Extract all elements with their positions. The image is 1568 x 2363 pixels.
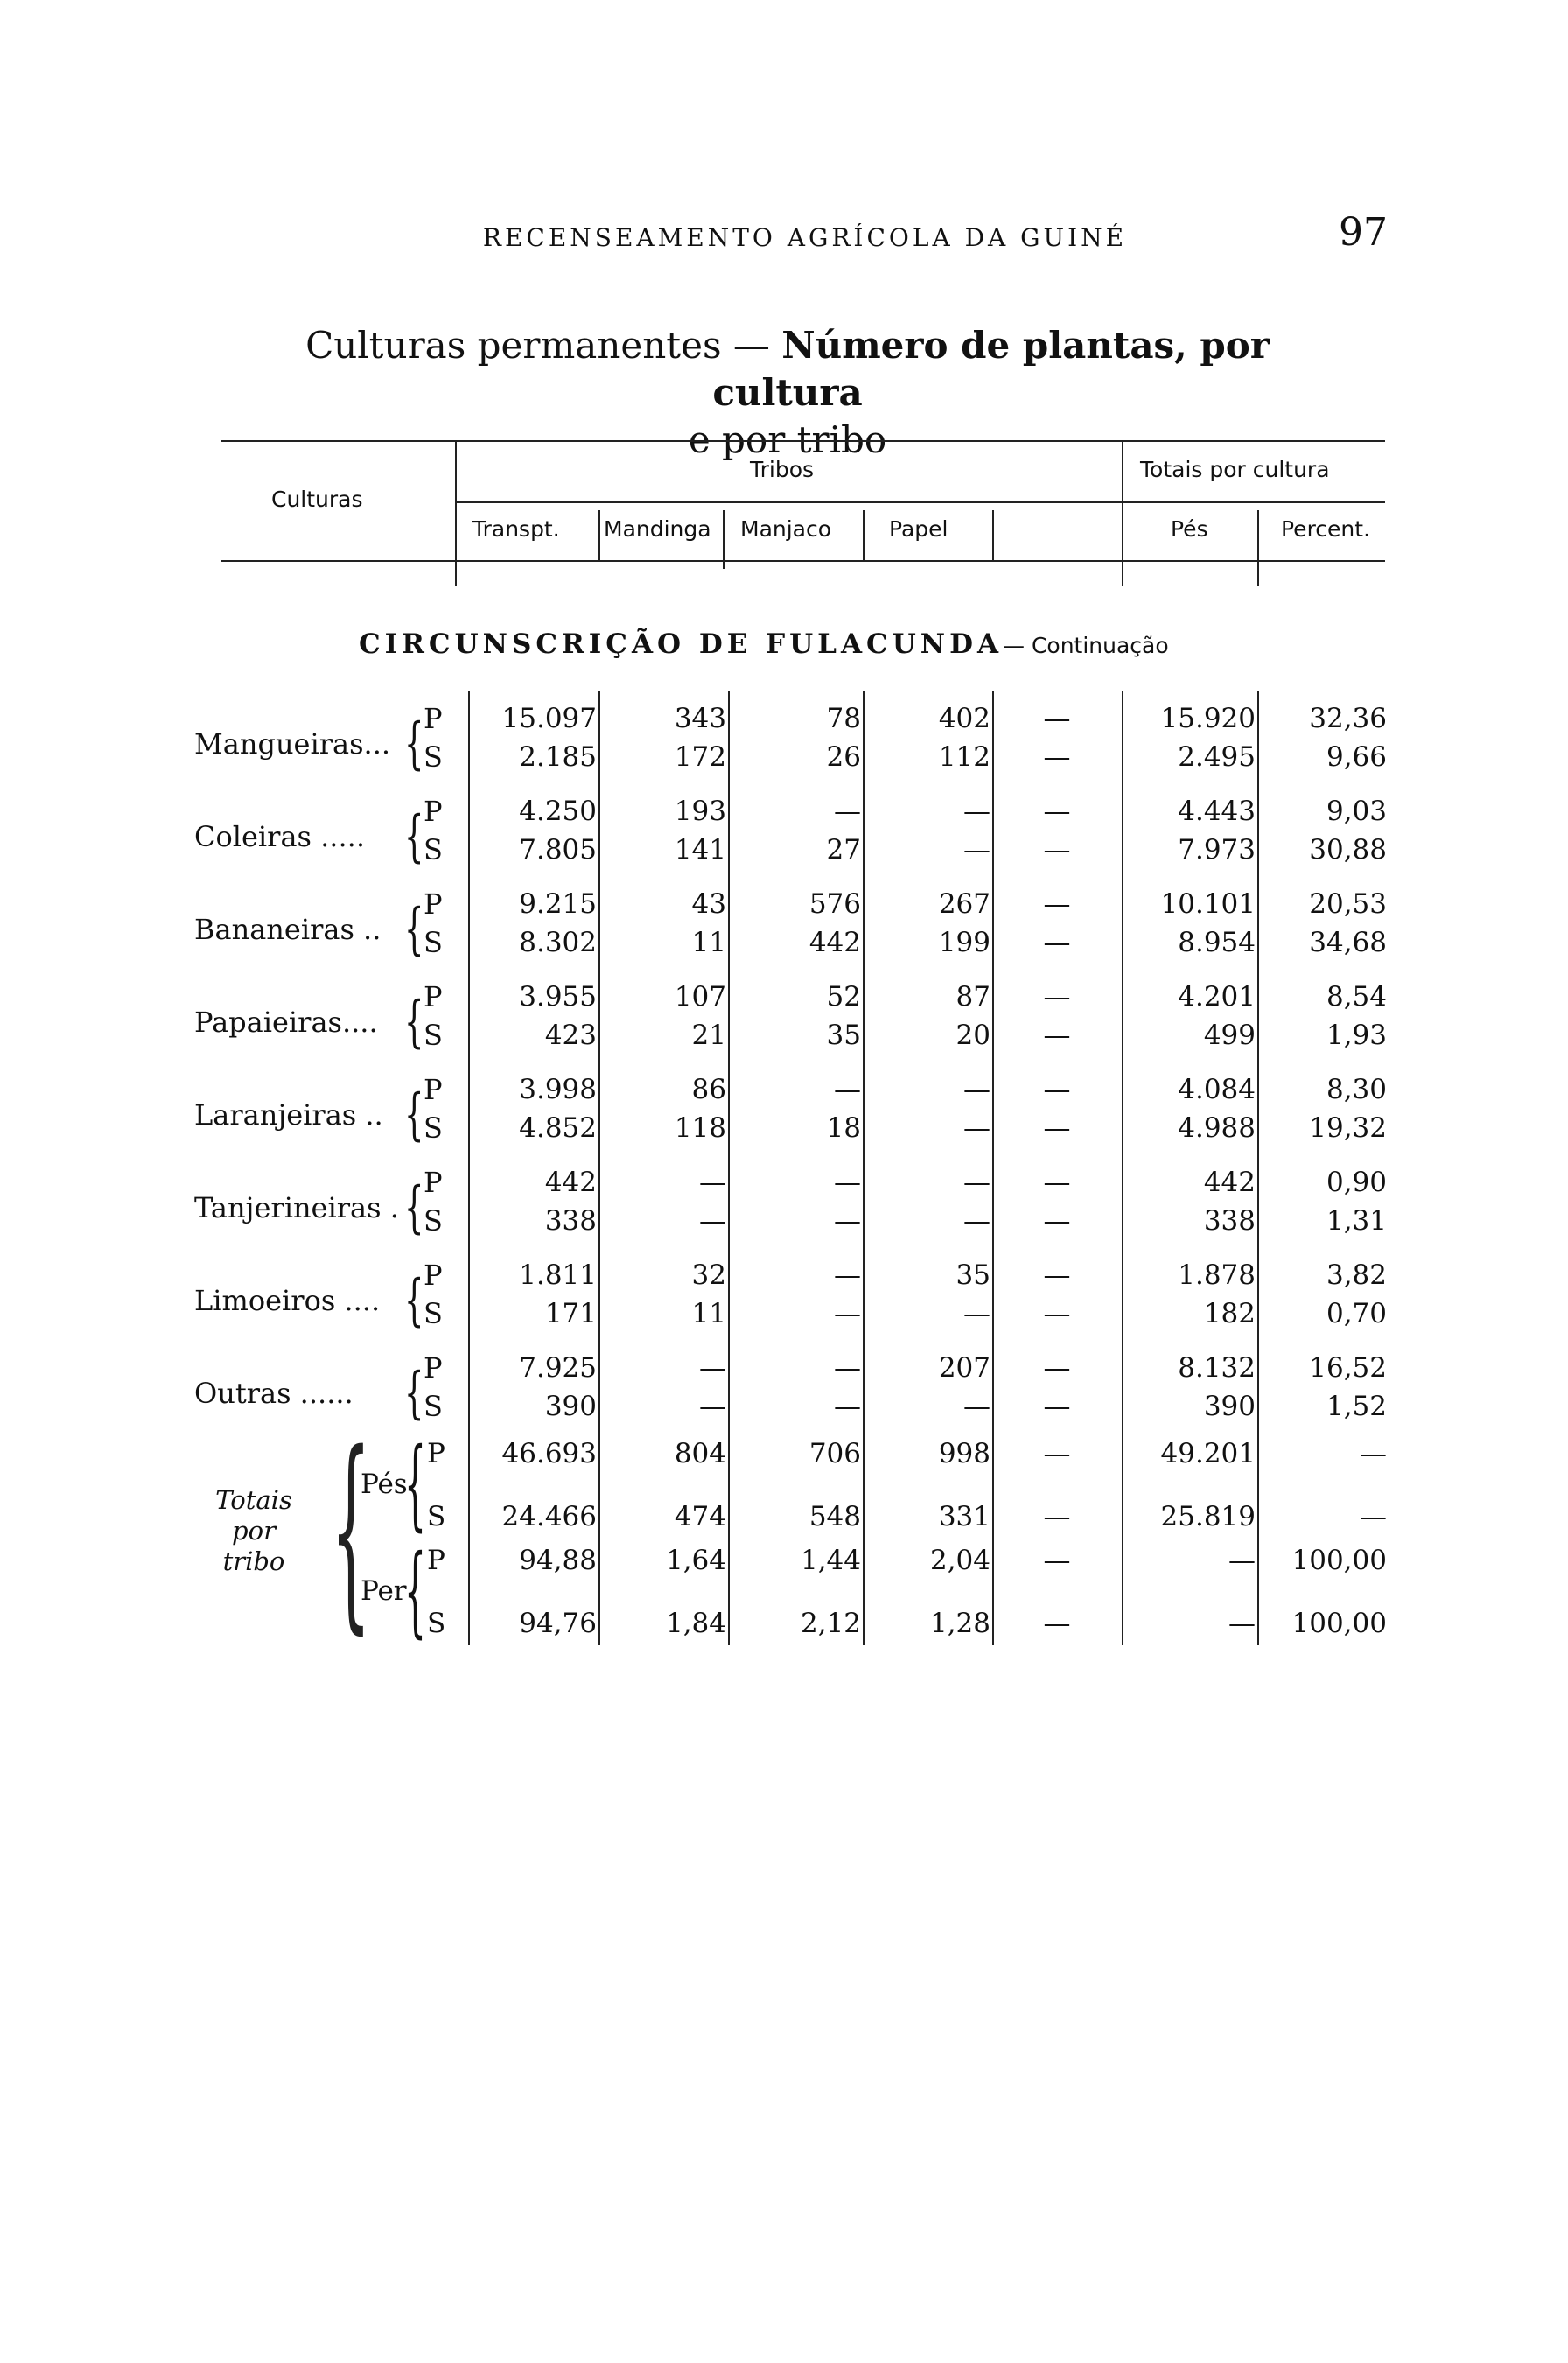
title-part2: Número de plantas, por cultura [712, 324, 1270, 414]
row-s-label: S [424, 1019, 443, 1052]
cell-p-6: 8,54 [1326, 981, 1387, 1013]
cell-s-2: 442 [808, 927, 861, 958]
cell-s-3: 199 [938, 927, 990, 958]
header-culturas: Culturas [271, 487, 363, 512]
totals-label [201, 1485, 306, 1577]
cell-p-0: 15.097 [501, 703, 597, 734]
cell-s-2: — [834, 1205, 861, 1237]
cell-p-5: 10.101 [1160, 888, 1256, 920]
crop-name: Outras ...... [194, 1377, 354, 1410]
cell-p-0: 1.811 [519, 1259, 597, 1291]
row-p-label: P [424, 1073, 443, 1106]
crop-name: Bananeiras .. [194, 913, 382, 946]
totals-per-brace: { [404, 1534, 426, 1648]
cell-s-2: 26 [826, 741, 861, 773]
totals-ps-label: S [427, 1501, 446, 1532]
cell-s-2: 35 [826, 1020, 861, 1051]
header-col-pes: Pés [1171, 516, 1208, 542]
cell-p-4: — [1043, 888, 1071, 920]
totals-cell-pes_P-3: 998 [938, 1438, 990, 1469]
cell-p-0: 3.955 [519, 981, 597, 1013]
totals-cell-pes_S-0: 24.466 [501, 1501, 597, 1532]
totals-cell-pes_S-3: 331 [938, 1501, 990, 1532]
header-top-rule [221, 440, 1385, 442]
cell-s-3: 20 [956, 1020, 990, 1051]
row-p-label: P [424, 887, 443, 921]
totals-cell-pes_P-6: — [1360, 1438, 1387, 1469]
header-vline-6 [1122, 440, 1124, 586]
totals-cell-pes_S-6: — [1360, 1501, 1387, 1532]
totals-per-label: Per [360, 1575, 407, 1607]
cell-s-2: 27 [826, 834, 861, 866]
totals-label-line2: por [232, 1516, 276, 1546]
totals-ps-label: P [427, 1438, 445, 1469]
cell-p-0: 3.998 [519, 1074, 597, 1105]
totals-label-line1: Totais [215, 1485, 292, 1515]
totals-cell-pes_P-5: 49.201 [1160, 1438, 1256, 1469]
header-vline-7 [1257, 510, 1259, 586]
section-title [359, 628, 1169, 660]
cell-p-2: 78 [826, 703, 861, 734]
cell-s-3: 112 [938, 741, 990, 773]
totals-cell-per_S-3: 1,28 [929, 1608, 990, 1639]
cell-p-5: 15.920 [1160, 703, 1256, 734]
cell-s-0: 7.805 [519, 834, 597, 866]
cell-s-2: — [834, 1391, 861, 1422]
row-s-label: S [424, 1297, 443, 1330]
cell-s-2: — [834, 1298, 861, 1329]
header-vline-1 [455, 440, 457, 586]
header-col-papel: Papel [889, 516, 948, 542]
header-vline-4 [863, 510, 864, 560]
header-vline-5 [992, 510, 994, 560]
row-brace: { [404, 1083, 424, 1147]
cell-s-3: — [963, 834, 990, 866]
cell-p-2: — [834, 1074, 861, 1105]
totals-pes-label: Pés [360, 1469, 408, 1500]
cell-s-0: 8.302 [519, 927, 597, 958]
cell-s-4: — [1043, 1020, 1071, 1051]
totals-cell-pes_S-2: 548 [808, 1501, 861, 1532]
totals-cell-per_P-4: — [1043, 1545, 1071, 1576]
cell-s-0: 4.852 [519, 1112, 597, 1144]
row-brace: { [404, 1361, 424, 1426]
row-s-label: S [424, 740, 443, 774]
cell-s-6: 1,31 [1326, 1205, 1387, 1237]
cell-s-4: — [1043, 741, 1071, 773]
cell-s-5: 2.495 [1178, 741, 1256, 773]
header-totais: Totais por cultura [1140, 457, 1330, 482]
cell-s-3: — [963, 1205, 990, 1237]
crop-name: Limoeiros .... [194, 1284, 381, 1317]
cell-p-4: — [1043, 1074, 1071, 1105]
cell-s-5: 390 [1203, 1391, 1256, 1422]
header-col-mandinga: Mandinga [604, 516, 711, 542]
cell-p-0: 7.925 [519, 1352, 597, 1384]
totals-cell-pes_P-4: — [1043, 1438, 1071, 1469]
body-vline-5 [992, 691, 994, 1645]
row-p-label: P [424, 1166, 443, 1199]
cell-p-6: 8,30 [1326, 1074, 1387, 1105]
row-brace: { [404, 712, 424, 776]
cell-s-6: 34,68 [1309, 927, 1387, 958]
crop-name: Tanjerineiras . [194, 1191, 399, 1224]
totals-cell-per_S-1: 1,84 [665, 1608, 726, 1639]
cell-s-0: 171 [544, 1298, 597, 1329]
title-part1: Culturas permanentes [305, 324, 722, 367]
cell-s-0: 390 [544, 1391, 597, 1422]
row-brace: { [404, 897, 424, 962]
totals-ps-label: P [427, 1545, 445, 1576]
cell-p-6: 3,82 [1326, 1259, 1387, 1291]
totals-cell-per_P-3: 2,04 [929, 1545, 990, 1576]
cell-p-2: — [834, 1259, 861, 1291]
cell-s-4: — [1043, 1391, 1071, 1422]
cell-s-1: 11 [691, 1298, 726, 1329]
cell-p-4: — [1043, 981, 1071, 1013]
cell-s-5: 182 [1203, 1298, 1256, 1329]
cell-p-1: 86 [691, 1074, 726, 1105]
cell-s-5: 8.954 [1178, 927, 1256, 958]
cell-p-5: 4.443 [1178, 796, 1256, 827]
cell-p-5: 442 [1203, 1167, 1256, 1198]
header-vline-3 [723, 510, 724, 569]
row-p-label: P [424, 980, 443, 1013]
cell-s-4: — [1043, 1298, 1071, 1329]
cell-s-1: 118 [674, 1112, 726, 1144]
totals-cell-pes_P-0: 46.693 [501, 1438, 597, 1469]
cell-p-6: 9,03 [1326, 796, 1387, 827]
row-brace: { [404, 990, 424, 1055]
cell-p-6: 16,52 [1309, 1352, 1387, 1384]
crop-name: Laranjeiras .. [194, 1098, 383, 1132]
cell-s-6: 19,32 [1309, 1112, 1387, 1144]
cell-p-1: 193 [674, 796, 726, 827]
totals-cell-pes_P-1: 804 [674, 1438, 726, 1469]
cell-p-3: 267 [938, 888, 990, 920]
cell-p-4: — [1043, 796, 1071, 827]
totals-cell-pes_S-4: — [1043, 1501, 1071, 1532]
cell-p-4: — [1043, 1259, 1071, 1291]
cell-s-6: 1,93 [1326, 1020, 1387, 1051]
section-title-text: CIRCUNSCRIÇÃO DE FULACUNDA [359, 628, 1003, 660]
cell-p-2: — [834, 796, 861, 827]
row-s-label: S [424, 1204, 443, 1238]
cell-p-6: 20,53 [1309, 888, 1387, 920]
cell-s-1: — [699, 1391, 726, 1422]
row-brace: { [404, 1175, 424, 1240]
cell-p-2: — [834, 1167, 861, 1198]
cell-p-5: 1.878 [1178, 1259, 1256, 1291]
cell-s-6: 9,66 [1326, 741, 1387, 773]
totals-cell-per_S-4: — [1043, 1608, 1071, 1639]
cell-p-1: — [699, 1167, 726, 1198]
totals-cell-per_S-6: 100,00 [1292, 1608, 1387, 1639]
cell-p-1: — [699, 1352, 726, 1384]
row-s-label: S [424, 1390, 443, 1423]
cell-p-1: 343 [674, 703, 726, 734]
totals-brace: { [331, 1407, 371, 1652]
cell-s-1: 172 [674, 741, 726, 773]
cell-p-3: — [963, 1167, 990, 1198]
row-s-label: S [424, 926, 443, 959]
cell-s-3: — [963, 1298, 990, 1329]
crop-name: Papaieiras.... [194, 1006, 378, 1039]
row-p-label: P [424, 1259, 443, 1292]
row-p-label: P [424, 1351, 443, 1385]
header-vline-2 [598, 510, 600, 560]
cell-p-6: 32,36 [1309, 703, 1387, 734]
cell-p-3: — [963, 796, 990, 827]
cell-s-6: 30,88 [1309, 834, 1387, 866]
cell-p-2: — [834, 1352, 861, 1384]
totals-cell-per_S-5: — [1228, 1608, 1256, 1639]
crop-name: Coleiras ..... [194, 820, 365, 853]
totals-cell-per_P-0: 94,88 [519, 1545, 597, 1576]
cell-p-3: 402 [938, 703, 990, 734]
running-head: RECENSEAMENTO AGRÍCOLA DA GUINÉ [482, 223, 1128, 252]
totals-cell-per_S-2: 2,12 [800, 1608, 861, 1639]
cell-s-4: — [1043, 1112, 1071, 1144]
crop-name: Mangueiras... [194, 727, 391, 761]
header-mid-rule [457, 501, 1385, 503]
row-brace: { [404, 1268, 424, 1333]
cell-p-3: 207 [938, 1352, 990, 1384]
row-s-label: S [424, 1111, 443, 1145]
cell-s-6: 0,70 [1326, 1298, 1387, 1329]
header-col-manjaco: Manjaco [740, 516, 832, 542]
cell-p-3: — [963, 1074, 990, 1105]
cell-s-4: — [1043, 1205, 1071, 1237]
header-col-percent: Percent. [1281, 516, 1371, 542]
cell-p-5: 4.201 [1178, 981, 1256, 1013]
cell-s-3: — [963, 1391, 990, 1422]
cell-s-0: 2.185 [519, 741, 597, 773]
cell-s-5: 499 [1203, 1020, 1256, 1051]
title-dash: — [732, 324, 770, 367]
cell-s-1: 141 [674, 834, 726, 866]
cell-s-1: 11 [691, 927, 726, 958]
section-continuation: — Continuação [1003, 633, 1169, 658]
cell-p-1: 43 [691, 888, 726, 920]
cell-p-4: — [1043, 1352, 1071, 1384]
totals-cell-per_S-0: 94,76 [519, 1608, 597, 1639]
cell-s-0: 338 [544, 1205, 597, 1237]
header-col-transpt: Transpt. [472, 516, 560, 542]
cell-s-1: — [699, 1205, 726, 1237]
cell-p-0: 4.250 [519, 796, 597, 827]
row-p-label: P [424, 795, 443, 828]
cell-p-0: 442 [544, 1167, 597, 1198]
totals-ps-label: S [427, 1608, 446, 1639]
header-tribos: Tribos [750, 457, 815, 482]
cell-s-4: — [1043, 834, 1071, 866]
totals-cell-per_P-2: 1,44 [800, 1545, 861, 1576]
row-s-label: S [424, 833, 443, 866]
header-bottom-rule [221, 560, 1385, 562]
cell-s-5: 7.973 [1178, 834, 1256, 866]
cell-p-3: 87 [956, 981, 990, 1013]
totals-pes-brace: { [404, 1427, 426, 1541]
cell-p-1: 32 [691, 1259, 726, 1291]
cell-p-3: 35 [956, 1259, 990, 1291]
cell-p-5: 8.132 [1178, 1352, 1256, 1384]
totals-cell-per_P-5: — [1228, 1545, 1256, 1576]
page-number: 97 [1339, 210, 1388, 255]
table-title [280, 322, 1295, 463]
cell-s-3: — [963, 1112, 990, 1144]
cell-s-5: 338 [1203, 1205, 1256, 1237]
totals-cell-per_P-1: 1,64 [665, 1545, 726, 1576]
cell-s-0: 423 [544, 1020, 597, 1051]
totals-label-line3: tribo [222, 1546, 285, 1576]
totals-cell-pes_S-5: 25.819 [1160, 1501, 1256, 1532]
cell-p-2: 576 [808, 888, 861, 920]
row-p-label: P [424, 702, 443, 735]
cell-p-4: — [1043, 703, 1071, 734]
totals-cell-per_P-6: 100,00 [1292, 1545, 1387, 1576]
cell-s-4: — [1043, 927, 1071, 958]
totals-cell-pes_S-1: 474 [674, 1501, 726, 1532]
row-brace: { [404, 804, 424, 869]
cell-s-6: 1,52 [1326, 1391, 1387, 1422]
cell-p-5: 4.084 [1178, 1074, 1256, 1105]
title-line2: e por tribo [688, 417, 887, 461]
cell-s-1: 21 [691, 1020, 726, 1051]
cell-p-0: 9.215 [519, 888, 597, 920]
cell-p-1: 107 [674, 981, 726, 1013]
cell-p-2: 52 [826, 981, 861, 1013]
cell-p-6: 0,90 [1326, 1167, 1387, 1198]
cell-p-4: — [1043, 1167, 1071, 1198]
cell-s-5: 4.988 [1178, 1112, 1256, 1144]
cell-s-2: 18 [826, 1112, 861, 1144]
totals-cell-pes_P-2: 706 [808, 1438, 861, 1469]
